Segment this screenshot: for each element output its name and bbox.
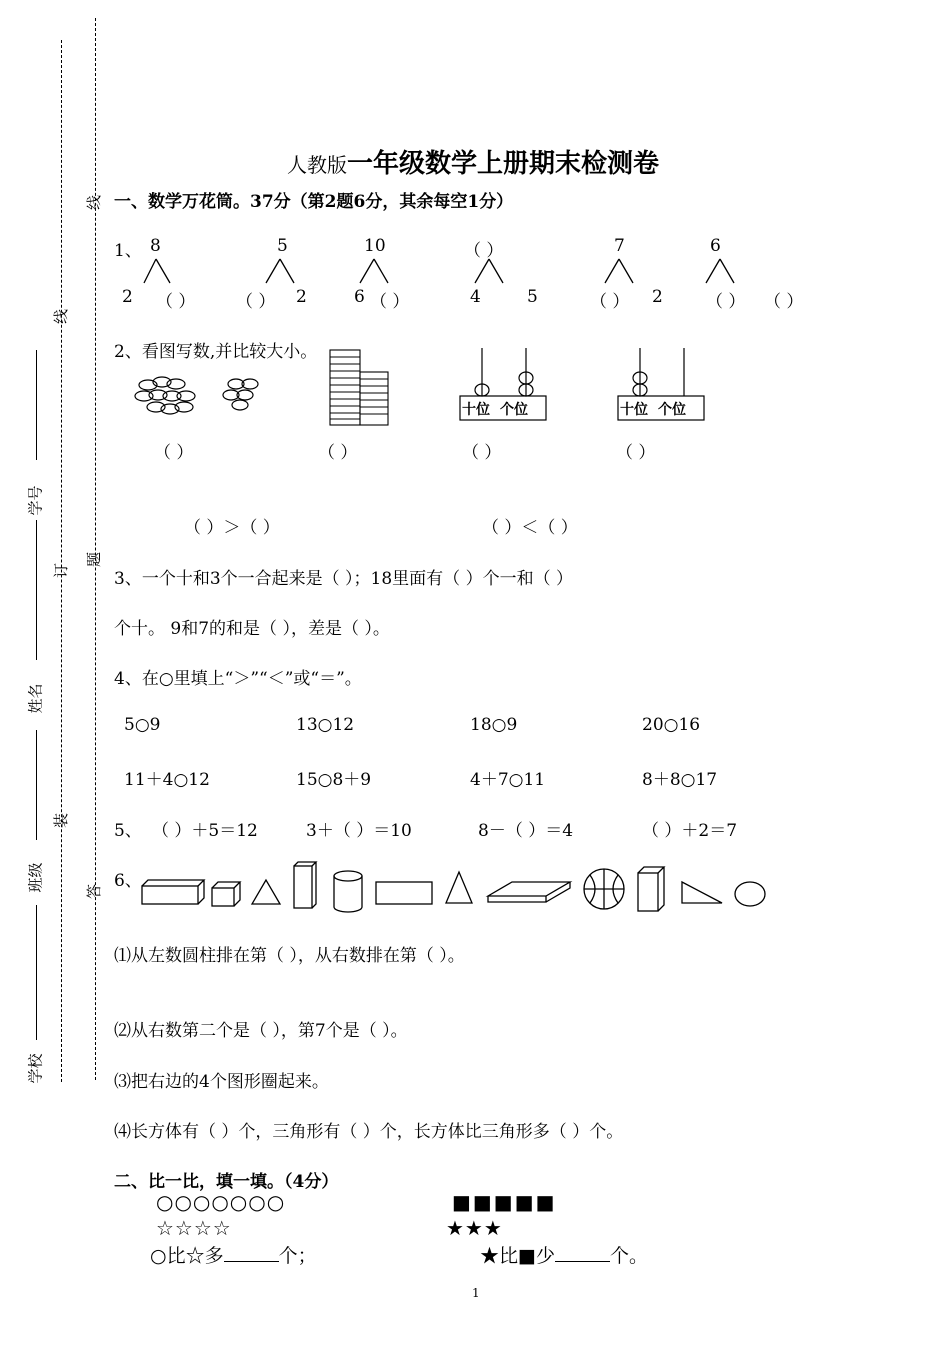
shape-circle bbox=[735, 882, 765, 906]
q2-answer-3[interactable]: （ ） bbox=[462, 443, 502, 463]
compare-right-pre: ★比■少 bbox=[480, 1245, 555, 1267]
abacus2-tens-label: 十位 bbox=[620, 402, 648, 418]
abacus1-tens-label: 十位 bbox=[462, 402, 490, 418]
q6-sub4[interactable]: ⑷长方体有（ ）个，三角形有（ ）个，长方体比三角形多（ ）个。 bbox=[114, 1122, 624, 1142]
q1-label: 1、 bbox=[114, 241, 142, 261]
q2-compare-less[interactable]: （ ）＜（ ） bbox=[482, 518, 578, 538]
q5-item[interactable]: 3＋（ ）＝10 bbox=[306, 821, 412, 841]
title-prefix: 人教版 bbox=[287, 153, 347, 177]
shape-cuboid-tall-1 bbox=[294, 862, 316, 908]
q6-sub2[interactable]: ⑵从右数第二个是（ ），第7个是（ ）。 bbox=[114, 1021, 408, 1041]
tree-left: 6 bbox=[354, 287, 365, 307]
compare-left-post: 个； bbox=[278, 1245, 317, 1267]
tree-top: 5 bbox=[277, 236, 288, 256]
q6-label: 6、 bbox=[114, 871, 142, 891]
q5-label: 5、 bbox=[114, 821, 142, 841]
shape-triangle-2 bbox=[446, 872, 472, 903]
q2-answer-4[interactable]: （ ） bbox=[616, 443, 656, 463]
q4-item[interactable]: 4＋7○11 bbox=[470, 770, 546, 790]
seal-inner-1: 线 bbox=[85, 194, 104, 211]
shape-right-triangle bbox=[682, 882, 722, 903]
shape-cube bbox=[212, 882, 240, 906]
abacus2-ones-label: 个位 bbox=[658, 402, 686, 418]
page-number: 1 bbox=[472, 1286, 480, 1300]
tree-right: 2 bbox=[296, 287, 307, 307]
q2-compare-greater[interactable]: （ ）＞（ ） bbox=[184, 518, 280, 538]
compare-right bbox=[480, 1241, 648, 1268]
q3-line1[interactable]: 3、一个十和3个一合起来是（ ）；18里面有（ ）个一和（ ） bbox=[114, 569, 573, 589]
q4-item[interactable]: 20○16 bbox=[642, 715, 701, 735]
white-stars-row: ☆☆☆☆ bbox=[156, 1216, 232, 1240]
compare-left-blank[interactable] bbox=[224, 1245, 279, 1262]
q3-line2[interactable]: 个十。 9和7的和是（ ），差是（ ）。 bbox=[114, 619, 390, 639]
tree-top: 6 bbox=[710, 236, 721, 256]
shape-cuboid-tall-2 bbox=[638, 867, 664, 911]
q4-heading: 4、在○里填上“＞”“＜”或“＝”。 bbox=[114, 669, 362, 689]
school-label: 学校 bbox=[26, 1053, 45, 1084]
compare-right-post: 个。 bbox=[609, 1245, 648, 1267]
compare-right-blank[interactable] bbox=[555, 1245, 610, 1262]
q6-sub3: ⑶把右边的4个图形圈起来。 bbox=[114, 1072, 329, 1092]
q2-answer-1[interactable]: （ ） bbox=[154, 443, 194, 463]
q5-item[interactable]: 8－（ ）＝4 bbox=[478, 821, 574, 841]
black-stars-row: ★★★ bbox=[446, 1216, 503, 1240]
shape-triangle-1 bbox=[252, 880, 280, 904]
section2-heading: 二、比一比，填一填。（4分） bbox=[114, 1172, 339, 1192]
tree-right[interactable]: （ ） bbox=[764, 292, 804, 312]
seal-outer-2: 订 bbox=[52, 562, 71, 579]
q4-item[interactable]: 8＋8○17 bbox=[642, 770, 718, 790]
shape-cuboid-long bbox=[142, 880, 204, 904]
tree-left: 2 bbox=[122, 287, 133, 307]
q2-label: 2、看图写数,并比较大小。 bbox=[114, 342, 318, 362]
tree-left[interactable]: （ ） bbox=[706, 292, 746, 312]
tree-right[interactable]: （ ） bbox=[370, 292, 410, 312]
tree-left: 4 bbox=[470, 287, 481, 307]
tree-left[interactable]: （ ） bbox=[236, 292, 276, 312]
q4-item[interactable]: 5○9 bbox=[124, 715, 161, 735]
seal-outer-3: 装 bbox=[52, 812, 71, 829]
circles-row: ○○○○○○○ bbox=[156, 1190, 286, 1214]
seal-inner-2: 题 bbox=[85, 551, 104, 568]
student-id-label: 学号 bbox=[26, 485, 45, 516]
tree-right: 5 bbox=[527, 287, 538, 307]
tree-top: 8 bbox=[150, 236, 161, 256]
q5-item[interactable]: （ ）＋2＝7 bbox=[642, 821, 738, 841]
q4-item[interactable]: 13○12 bbox=[296, 715, 355, 735]
seal-outer-1: 线 bbox=[52, 308, 71, 325]
q6-sub1[interactable]: ⑴从左数圆柱排在第（ ），从右数排在第（ ）。 bbox=[114, 946, 465, 966]
q2-answer-2[interactable]: （ ） bbox=[318, 443, 358, 463]
seal-inner-3: 答 bbox=[85, 883, 104, 900]
q4-item[interactable]: 18○9 bbox=[470, 715, 518, 735]
compare-left-pre: ○比☆多 bbox=[150, 1245, 224, 1267]
squares-row: ■■■■■ bbox=[452, 1190, 557, 1214]
tree-right: 2 bbox=[652, 287, 663, 307]
shape-cylinder bbox=[334, 871, 362, 912]
q5-item[interactable]: （ ）＋5＝12 bbox=[152, 821, 258, 841]
section1-heading: 一、数学万花筒。37分（第2题6分，其余每空1分） bbox=[114, 192, 514, 212]
title-main: 一年级数学上册期末检测卷 bbox=[347, 149, 660, 179]
tree-left[interactable]: （ ） bbox=[590, 292, 630, 312]
class-label: 班级 bbox=[26, 862, 45, 893]
tree-top[interactable]: （ ） bbox=[464, 241, 504, 261]
name-label: 姓名 bbox=[26, 683, 45, 714]
shape-rectangle bbox=[376, 882, 432, 904]
q4-item[interactable]: 15○8＋9 bbox=[296, 770, 372, 790]
tree-top: 10 bbox=[364, 236, 386, 256]
tree-top: 7 bbox=[614, 236, 625, 256]
tree-right[interactable]: （ ） bbox=[156, 292, 196, 312]
q4-item[interactable]: 11＋4○12 bbox=[124, 770, 210, 790]
compare-left bbox=[150, 1241, 317, 1268]
abacus1-ones-label: 个位 bbox=[500, 402, 528, 418]
shape-flat-box bbox=[488, 882, 570, 902]
shape-ball bbox=[584, 869, 624, 909]
